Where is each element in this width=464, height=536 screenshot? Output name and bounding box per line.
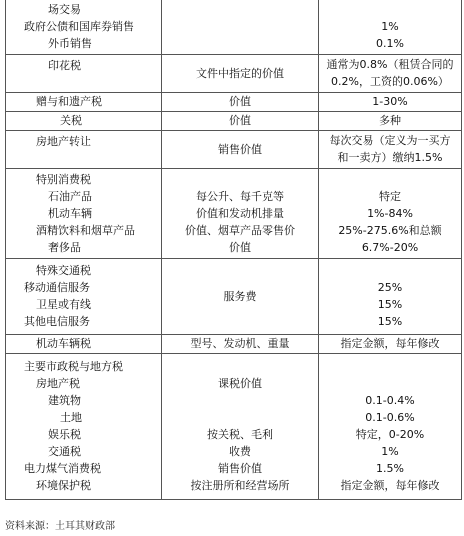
tax-rate: 25%-275.6%和总额 (338, 223, 442, 237)
tax-rate: 通常为0.8%（租赁合同的 (326, 58, 454, 71)
tax-base: 按关税、毛利 (207, 428, 273, 441)
tax-base: 价值 (229, 95, 251, 108)
tax-rate-cell (319, 168, 462, 258)
tax-name: 关税 (60, 114, 82, 127)
tax-base: 价值 (229, 114, 251, 127)
tax-rate (321, 358, 459, 375)
tax-name: 移动通信服务 (24, 281, 90, 294)
tax-base-cell (162, 92, 319, 111)
tax-rate: 15% (377, 315, 403, 328)
tax-rate: 1% (381, 20, 399, 34)
tax-name-cell (6, 111, 162, 130)
tax-rate: 1%-84% (367, 206, 413, 220)
tax-name-cell (6, 334, 162, 353)
tax-rate-cell (319, 130, 462, 168)
tax-rate: 6.7%-20% (361, 240, 419, 254)
tax-name-cell (6, 168, 162, 258)
tax-table (5, 0, 462, 500)
tax-base: 课税价值 (218, 377, 262, 390)
table-row (6, 0, 462, 54)
tax-rate-cell (319, 92, 462, 111)
tax-name: 机动车辆税 (36, 337, 91, 350)
tax-name: 外币销售 (48, 37, 92, 51)
tax-name: 场交易 (48, 3, 81, 17)
tax-name: 交通税 (48, 445, 81, 458)
tax-rate: 0.1-0.4% (365, 394, 415, 407)
tax-rate: 25% (377, 281, 403, 294)
tax-name-cell (6, 130, 162, 168)
tax-rate: 特定，0-20% (355, 428, 425, 441)
tax-name-cell (6, 353, 162, 499)
tax-name-cell (6, 92, 162, 111)
tax-rate: 0.1-0.6% (365, 411, 415, 424)
tax-name: 印花税 (48, 58, 81, 72)
tax-name: 政府公债和国库券销售 (24, 20, 134, 34)
tax-rate-cell (319, 54, 462, 92)
tax-base-cell (162, 111, 319, 130)
tax-name: 石油产品 (48, 189, 92, 203)
tax-base-cell (162, 54, 319, 92)
tax-rate-cell (319, 258, 462, 334)
tax-base: 服务费 (223, 289, 257, 303)
tax-rate-cell (319, 334, 462, 353)
table-row (6, 334, 462, 353)
tax-base: 价值 (229, 240, 251, 254)
tax-name: 房地产转让 (36, 134, 91, 148)
tax-name: 娱乐税 (48, 428, 81, 441)
tax-rate-cell (319, 353, 462, 499)
tax-rate: 1.5% (376, 462, 404, 475)
tax-name: 特殊交通税 (36, 264, 91, 277)
tax-base: 每公升、每千克等 (196, 189, 284, 203)
tax-base: 销售价值 (218, 462, 262, 475)
tax-base (164, 392, 316, 409)
table-row (6, 130, 462, 168)
tax-name: 电力煤气消费税 (24, 462, 101, 475)
tax-table-container (5, 0, 461, 500)
table-row (6, 54, 462, 92)
tax-base-cell (162, 168, 319, 258)
tax-name: 其他电信服务 (24, 315, 90, 328)
tax-rate-cell (319, 111, 462, 130)
tax-name: 赠与和遗产税 (36, 95, 102, 108)
tax-base: 型号、发动机、重量 (190, 337, 290, 350)
table-row (6, 168, 462, 258)
tax-name: 酒精饮料和烟草产品 (36, 223, 135, 237)
tax-rate (321, 171, 459, 188)
table-row (6, 258, 462, 334)
source-note: 资料来源：土耳其财政部 (5, 521, 115, 532)
tax-base: 价值和发动机排量 (196, 206, 284, 220)
tax-rate (321, 375, 459, 392)
tax-rate: 指定金额，每年修改 (340, 479, 440, 492)
tax-rate: 1-30% (372, 95, 408, 108)
tax-name-cell (6, 0, 162, 54)
tax-base: 价值、烟草产品零售价 (185, 223, 295, 237)
tax-rate: 多种 (379, 114, 401, 127)
tax-base (164, 358, 316, 375)
tax-base-cell (162, 258, 319, 334)
tax-base: 收费 (229, 445, 251, 458)
tax-name: 环境保护税 (36, 479, 91, 492)
tax-name: 房地产税 (36, 377, 80, 390)
table-row (6, 353, 462, 499)
tax-name: 卫星或有线 (36, 298, 91, 311)
tax-base-cell (162, 0, 319, 54)
tax-rate (321, 262, 459, 279)
tax-name-cell (6, 258, 162, 334)
tax-base: 文件中指定的价值 (196, 66, 284, 80)
tax-name: 奢侈品 (48, 240, 81, 254)
tax-name: 特别消费税 (36, 172, 91, 186)
tax-rate: 指定金额，每年修改 (340, 337, 440, 350)
table-row (6, 111, 462, 130)
tax-rate: 和一卖方）缴纳1.5% (337, 151, 443, 164)
tax-name-cell (6, 54, 162, 92)
tax-base (164, 171, 316, 188)
tax-rate: 1% (381, 445, 399, 458)
tax-base: 销售价值 (218, 142, 262, 156)
tax-rate: 0.1% (376, 37, 404, 51)
tax-name: 建筑物 (48, 394, 81, 407)
tax-name: 土地 (60, 411, 82, 424)
tax-rate: 每次交易（定义为一买方 (329, 134, 451, 147)
tax-base: 按注册所和经营场所 (190, 479, 290, 492)
tax-rate: 15% (377, 298, 403, 311)
tax-name: 主要市政税与地方税 (24, 360, 123, 373)
tax-base (164, 409, 316, 426)
tax-rate: 特定 (379, 189, 401, 203)
table-row (6, 92, 462, 111)
tax-rate-cell (319, 0, 462, 54)
tax-rate (321, 1, 459, 18)
tax-base-cell (162, 130, 319, 168)
tax-rate: 0.2%，工资的0.06%） (331, 75, 449, 88)
tax-name: 机动车辆 (48, 206, 92, 220)
tax-base-cell (162, 334, 319, 353)
tax-base-cell (162, 353, 319, 499)
